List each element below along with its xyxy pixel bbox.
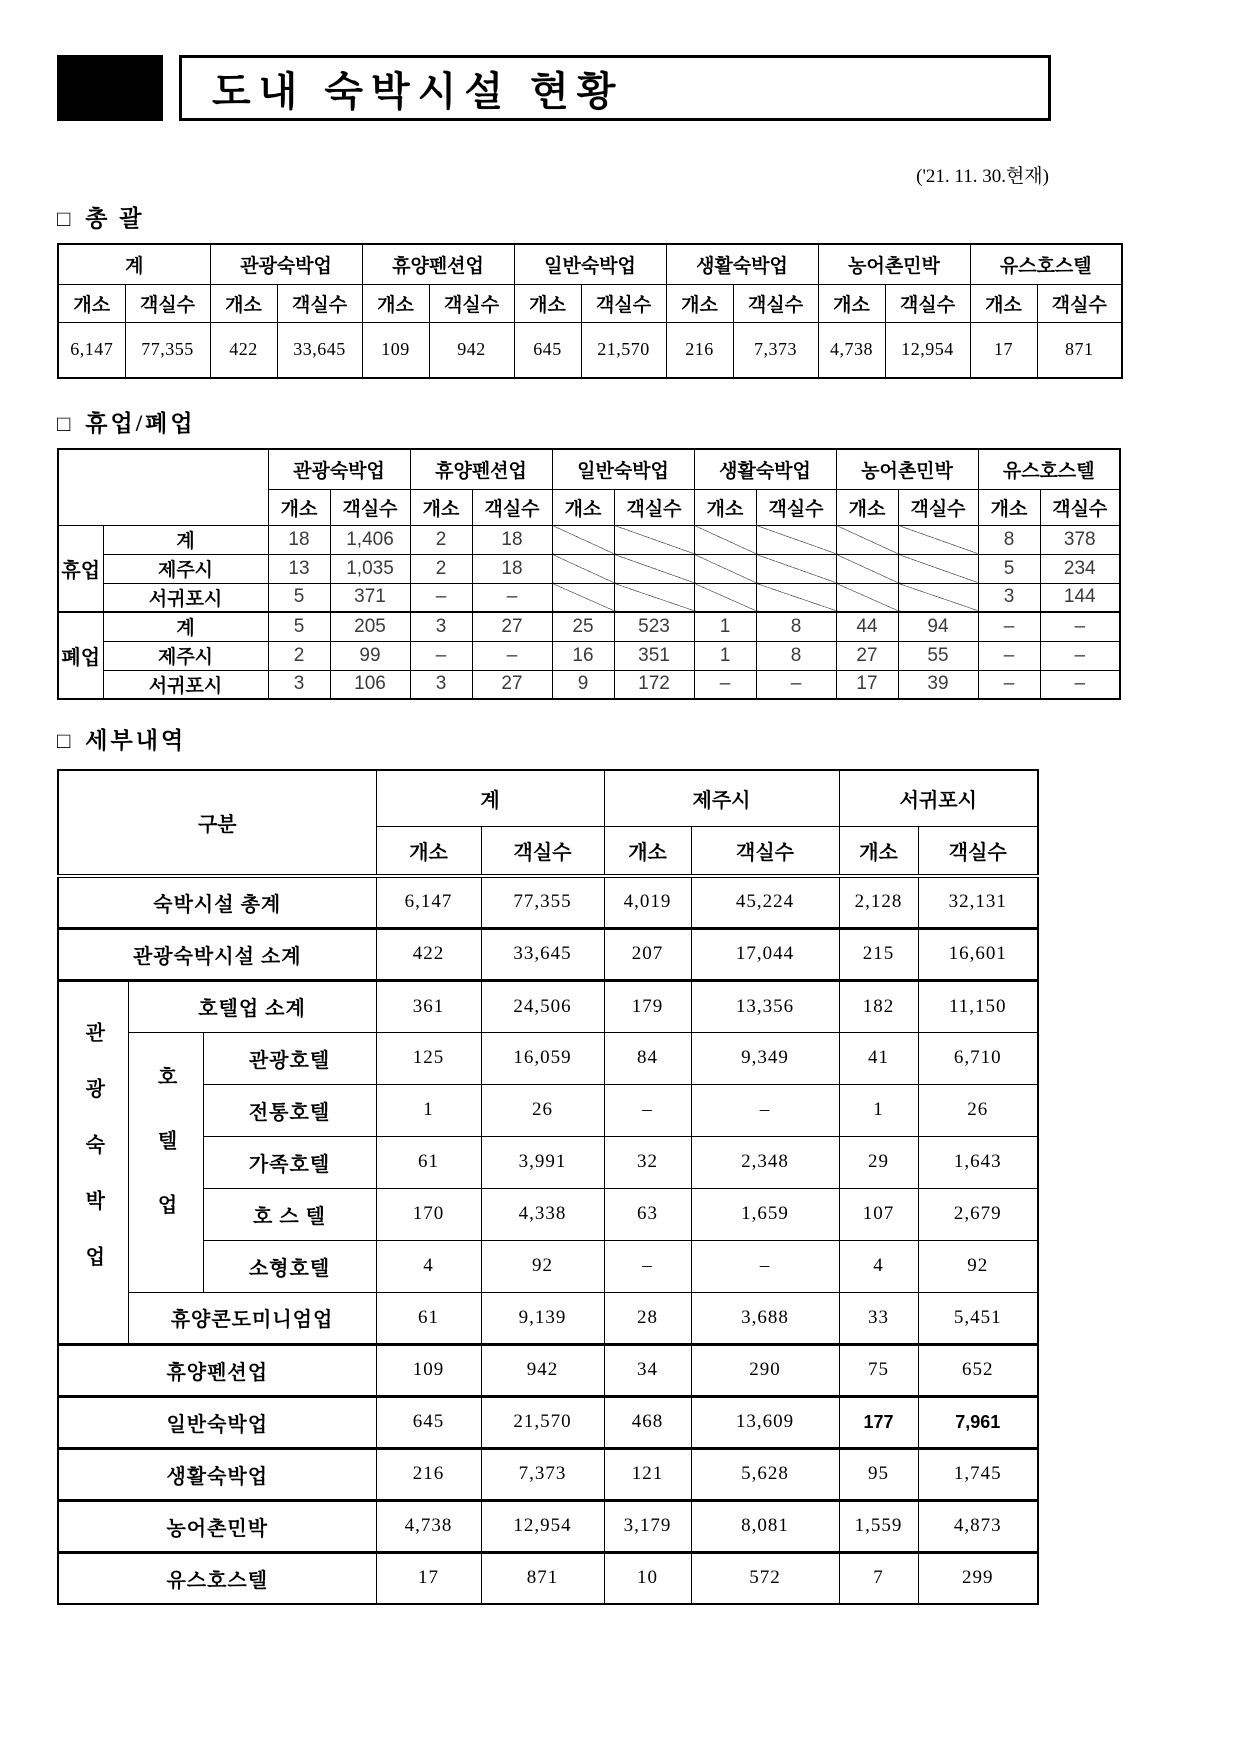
value-cell: 6,710: [918, 1032, 1038, 1084]
value-cell: 378: [1040, 525, 1120, 554]
slash-cell: [694, 583, 756, 612]
section-heading-suspend: [57, 405, 1240, 438]
group-header-cell: 농어촌민박: [818, 244, 970, 284]
value-cell: 10: [604, 1552, 691, 1604]
value-cell: 172: [614, 670, 694, 699]
value-cell: 12,954: [885, 322, 970, 378]
slash-cell: [694, 554, 756, 583]
value-cell: 290: [691, 1344, 839, 1396]
group-header-cell: 생활숙박업: [694, 449, 836, 489]
value-cell: 17: [970, 322, 1037, 378]
square-bullet-icon: □: [57, 206, 74, 231]
detail-row-youth-hostel: [58, 1552, 1038, 1604]
value-cell: 1,406: [330, 525, 410, 554]
value-cell: 41: [839, 1032, 918, 1084]
doc-title: 도내 숙박시설 현황: [212, 69, 624, 114]
value-cell: 8: [978, 525, 1040, 554]
subheader-cell: 객실수: [1040, 489, 1120, 525]
value-cell: 652: [918, 1344, 1038, 1396]
group-header-cell: 제주시: [604, 770, 839, 826]
value-cell: 109: [376, 1344, 481, 1396]
detail-row-traditional-hotel: [58, 1084, 1038, 1136]
value-cell: 26: [481, 1084, 604, 1136]
value-cell: 27: [836, 641, 898, 670]
value-cell: 2: [410, 525, 472, 554]
suspend-close-table: [57, 448, 1121, 700]
value-cell: –: [1040, 670, 1120, 699]
subheader-cell: 개소: [552, 489, 614, 525]
subheader-cell: 개소: [818, 284, 885, 322]
value-cell: 75: [839, 1344, 918, 1396]
close-row-total: [58, 612, 1120, 641]
value-cell: 5: [978, 554, 1040, 583]
value-cell: 4,338: [481, 1188, 604, 1240]
value-cell: 9,349: [691, 1032, 839, 1084]
subheader-cell: 개소: [362, 284, 429, 322]
detail-group-header-row: [58, 770, 1038, 826]
detail-row-hotel-subtotal: [58, 980, 1038, 1032]
value-cell: –: [604, 1240, 691, 1292]
value-cell: 942: [481, 1344, 604, 1396]
detail-row-tourism-subtotal: [58, 928, 1038, 980]
value-cell: 11,150: [918, 980, 1038, 1032]
value-cell: 177: [839, 1396, 918, 1448]
value-cell: 7,373: [481, 1448, 604, 1500]
slash-cell: [552, 583, 614, 612]
subheader-cell: 객실수: [481, 826, 604, 876]
value-cell: 17: [836, 670, 898, 699]
slash-cell: [756, 525, 836, 554]
slash-cell: [614, 583, 694, 612]
title-box: [179, 55, 1051, 121]
value-cell: 8,081: [691, 1500, 839, 1552]
value-cell: 422: [210, 322, 277, 378]
value-cell: 95: [839, 1448, 918, 1500]
value-cell: 13,609: [691, 1396, 839, 1448]
value-cell: 106: [330, 670, 410, 699]
value-cell: 33,645: [277, 322, 362, 378]
detail-row-farm-stay: [58, 1500, 1038, 1552]
section-title-suspend: 휴업/폐업: [85, 411, 196, 436]
subheader-cell: 개소: [376, 826, 481, 876]
value-cell: 34: [604, 1344, 691, 1396]
value-cell: –: [691, 1240, 839, 1292]
group-header-cell: 생활숙박업: [666, 244, 818, 284]
value-cell: 13: [268, 554, 330, 583]
value-cell: 1,559: [839, 1500, 918, 1552]
slash-cell: [898, 583, 978, 612]
section-title-overview: 총 괄: [85, 206, 145, 231]
region-label-cell: 서귀포시: [103, 670, 268, 699]
value-cell: 28: [604, 1292, 691, 1344]
value-cell: –: [691, 1084, 839, 1136]
subheader-cell: 객실수: [691, 826, 839, 876]
value-cell: 2,679: [918, 1188, 1038, 1240]
value-cell: –: [410, 583, 472, 612]
row-label-cell: 일반숙박업: [58, 1396, 376, 1448]
group-header-cell: 계: [58, 244, 210, 284]
value-cell: 7,373: [733, 322, 818, 378]
value-cell: 3,991: [481, 1136, 604, 1188]
detail-row-living-lodging: [58, 1448, 1038, 1500]
value-cell: 5,451: [918, 1292, 1038, 1344]
vertical-group-cell: [128, 1032, 203, 1292]
value-cell: 77,355: [481, 876, 604, 928]
row-label-cell: 관광호텔: [203, 1032, 376, 1084]
value-cell: 99: [330, 641, 410, 670]
row-label-cell: 농어촌민박: [58, 1500, 376, 1552]
value-cell: 39: [898, 670, 978, 699]
detail-row-pension: [58, 1344, 1038, 1396]
value-cell: 942: [429, 322, 514, 378]
slash-cell: [898, 525, 978, 554]
value-cell: –: [978, 612, 1040, 641]
row-label-cell: 휴양콘도미니엄업: [128, 1292, 376, 1344]
value-cell: 3: [268, 670, 330, 699]
section-heading-overview: [57, 200, 1240, 233]
value-cell: 107: [839, 1188, 918, 1240]
value-cell: 1,745: [918, 1448, 1038, 1500]
group-header-cell: 관광숙박업: [210, 244, 362, 284]
value-cell: 1: [694, 612, 756, 641]
value-cell: 29: [839, 1136, 918, 1188]
slash-cell: [756, 554, 836, 583]
subheader-cell: 객실수: [330, 489, 410, 525]
row-label-cell: 유스호스텔: [58, 1552, 376, 1604]
subheader-cell: 개소: [666, 284, 733, 322]
row-label-cell: 호텔업 소계: [128, 980, 376, 1032]
value-cell: 5: [268, 612, 330, 641]
subheader-cell: 객실수: [756, 489, 836, 525]
vertical-group-label: 호텔업: [154, 1066, 176, 1258]
value-cell: –: [472, 641, 552, 670]
close-row-seogwipo: [58, 670, 1120, 699]
row-label-cell: 휴양펜션업: [58, 1344, 376, 1396]
detail-row-small-hotel: [58, 1240, 1038, 1292]
value-cell: 871: [481, 1552, 604, 1604]
slash-cell: [836, 554, 898, 583]
value-cell: 121: [604, 1448, 691, 1500]
region-label-cell: 계: [103, 525, 268, 554]
value-cell: 422: [376, 928, 481, 980]
value-cell: 4: [839, 1240, 918, 1292]
group-header-cell: 유스호스텔: [978, 449, 1120, 489]
subheader-cell: 객실수: [429, 284, 514, 322]
gubun-header-cell: 구분: [58, 770, 376, 876]
value-cell: 205: [330, 612, 410, 641]
value-cell: 2,128: [839, 876, 918, 928]
value-cell: 871: [1037, 322, 1122, 378]
subheader-cell: 객실수: [277, 284, 362, 322]
row-label-cell: 관광숙박시설 소계: [58, 928, 376, 980]
value-cell: –: [756, 670, 836, 699]
value-cell: 1: [376, 1084, 481, 1136]
value-cell: 63: [604, 1188, 691, 1240]
value-cell: 8: [756, 641, 836, 670]
value-cell: 3,688: [691, 1292, 839, 1344]
suspend-row-jeju: [58, 554, 1120, 583]
value-cell: 16: [552, 641, 614, 670]
detail-row-hostel: [58, 1188, 1038, 1240]
value-cell: –: [978, 670, 1040, 699]
detail-row-general-lodging: [58, 1396, 1038, 1448]
value-cell: 33: [839, 1292, 918, 1344]
vertical-group-cell: [58, 980, 128, 1344]
value-cell: 215: [839, 928, 918, 980]
section-label-cell: 휴업: [58, 525, 103, 612]
subheader-cell: 개소: [978, 489, 1040, 525]
subheader-cell: 개소: [268, 489, 330, 525]
overview-data-row: [58, 322, 1122, 378]
value-cell: 645: [514, 322, 581, 378]
value-cell: 6,147: [58, 322, 125, 378]
value-cell: 645: [376, 1396, 481, 1448]
value-cell: 24,506: [481, 980, 604, 1032]
group-header-cell: 관광숙박업: [268, 449, 410, 489]
group-header-cell: 유스호스텔: [970, 244, 1122, 284]
suspend-row-total: [58, 525, 1120, 554]
value-cell: 1,659: [691, 1188, 839, 1240]
group-header-cell: 휴양펜션업: [362, 244, 514, 284]
overview-sub-header-row: [58, 284, 1122, 322]
value-cell: 5,628: [691, 1448, 839, 1500]
value-cell: 2,348: [691, 1136, 839, 1188]
date-note: ('21. 11. 30.현재): [916, 166, 1049, 187]
value-cell: 1: [839, 1084, 918, 1136]
subheader-cell: 객실수: [733, 284, 818, 322]
value-cell: 32: [604, 1136, 691, 1188]
value-cell: 144: [1040, 583, 1120, 612]
suspend-group-header-row: [58, 449, 1120, 489]
blank-corner-cell: [58, 449, 268, 525]
subheader-cell: 개소: [604, 826, 691, 876]
row-label-cell: 숙박시설 총계: [58, 876, 376, 928]
value-cell: 33,645: [481, 928, 604, 980]
subheader-cell: 객실수: [125, 284, 210, 322]
slash-cell: [694, 525, 756, 554]
slash-cell: [836, 525, 898, 554]
section-heading-detail: [57, 722, 1240, 755]
value-cell: 25: [552, 612, 614, 641]
value-cell: 182: [839, 980, 918, 1032]
value-cell: –: [472, 583, 552, 612]
square-bullet-icon: □: [57, 728, 74, 753]
value-cell: 468: [604, 1396, 691, 1448]
value-cell: –: [978, 641, 1040, 670]
value-cell: 9: [552, 670, 614, 699]
subheader-cell: 개소: [839, 826, 918, 876]
value-cell: 21,570: [481, 1396, 604, 1448]
slash-cell: [836, 583, 898, 612]
group-header-cell: 일반숙박업: [552, 449, 694, 489]
value-cell: 16,059: [481, 1032, 604, 1084]
value-cell: 92: [481, 1240, 604, 1292]
value-cell: 179: [604, 980, 691, 1032]
value-cell: 8: [756, 612, 836, 641]
title-black-block: [57, 55, 163, 121]
value-cell: 92: [918, 1240, 1038, 1292]
slash-cell: [552, 554, 614, 583]
subheader-cell: 개소: [210, 284, 277, 322]
region-label-cell: 제주시: [103, 554, 268, 583]
value-cell: 17: [376, 1552, 481, 1604]
value-cell: 61: [376, 1292, 481, 1344]
detail-row-tourist-hotel: [58, 1032, 1038, 1084]
subheader-cell: 객실수: [918, 826, 1038, 876]
value-cell: 55: [898, 641, 978, 670]
value-cell: 16,601: [918, 928, 1038, 980]
value-cell: 7,961: [918, 1396, 1038, 1448]
value-cell: 77,355: [125, 322, 210, 378]
value-cell: 523: [614, 612, 694, 641]
value-cell: 61: [376, 1136, 481, 1188]
value-cell: 572: [691, 1552, 839, 1604]
value-cell: 3: [410, 612, 472, 641]
subheader-cell: 개소: [410, 489, 472, 525]
value-cell: 18: [268, 525, 330, 554]
value-cell: 13,356: [691, 980, 839, 1032]
value-cell: 4: [376, 1240, 481, 1292]
value-cell: 2: [410, 554, 472, 583]
subheader-cell: 객실수: [581, 284, 666, 322]
region-label-cell: 서귀포시: [103, 583, 268, 612]
value-cell: 45,224: [691, 876, 839, 928]
value-cell: 351: [614, 641, 694, 670]
value-cell: 84: [604, 1032, 691, 1084]
value-cell: 371: [330, 583, 410, 612]
square-bullet-icon: □: [57, 411, 74, 436]
value-cell: 18: [472, 554, 552, 583]
value-cell: 21,570: [581, 322, 666, 378]
value-cell: 216: [376, 1448, 481, 1500]
group-header-cell: 휴양펜션업: [410, 449, 552, 489]
slash-cell: [614, 525, 694, 554]
value-cell: 32,131: [918, 876, 1038, 928]
slash-cell: [756, 583, 836, 612]
value-cell: 4,738: [818, 322, 885, 378]
group-header-cell: 서귀포시: [839, 770, 1038, 826]
title-bar: [57, 55, 1240, 121]
section-title-detail: 세부내역: [85, 728, 187, 753]
value-cell: –: [410, 641, 472, 670]
subheader-cell: 객실수: [614, 489, 694, 525]
value-cell: 109: [362, 322, 429, 378]
slash-cell: [552, 525, 614, 554]
subheader-cell: 개소: [836, 489, 898, 525]
subheader-cell: 객실수: [472, 489, 552, 525]
value-cell: 3: [978, 583, 1040, 612]
overview-group-header-row: [58, 244, 1122, 284]
value-cell: 207: [604, 928, 691, 980]
value-cell: 5: [268, 583, 330, 612]
detail-row-condo: [58, 1292, 1038, 1344]
overview-table: [57, 243, 1123, 379]
value-cell: 44: [836, 612, 898, 641]
value-cell: 27: [472, 670, 552, 699]
region-label-cell: 제주시: [103, 641, 268, 670]
value-cell: –: [1040, 612, 1120, 641]
value-cell: 170: [376, 1188, 481, 1240]
subheader-cell: 객실수: [898, 489, 978, 525]
detail-row-family-hotel: [58, 1136, 1038, 1188]
value-cell: 234: [1040, 554, 1120, 583]
subheader-cell: 객실수: [1037, 284, 1122, 322]
suspend-row-seogwipo: [58, 583, 1120, 612]
row-label-cell: 전통호텔: [203, 1084, 376, 1136]
group-header-cell: 계: [376, 770, 604, 826]
value-cell: 26: [918, 1084, 1038, 1136]
value-cell: 216: [666, 322, 733, 378]
value-cell: 361: [376, 980, 481, 1032]
value-cell: 18: [472, 525, 552, 554]
close-row-jeju: [58, 641, 1120, 670]
value-cell: 27: [472, 612, 552, 641]
group-header-cell: 농어촌민박: [836, 449, 978, 489]
value-cell: 1,643: [918, 1136, 1038, 1188]
slash-cell: [614, 554, 694, 583]
section-label-cell: 폐업: [58, 612, 103, 699]
region-label-cell: 계: [103, 612, 268, 641]
row-label-cell: 가족호텔: [203, 1136, 376, 1188]
slash-cell: [898, 554, 978, 583]
value-cell: 12,954: [481, 1500, 604, 1552]
value-cell: 3,179: [604, 1500, 691, 1552]
value-cell: 1,035: [330, 554, 410, 583]
value-cell: –: [604, 1084, 691, 1136]
group-header-cell: 일반숙박업: [514, 244, 666, 284]
value-cell: 9,139: [481, 1292, 604, 1344]
value-cell: 4,738: [376, 1500, 481, 1552]
detail-table: [57, 769, 1039, 1605]
value-cell: 4,873: [918, 1500, 1038, 1552]
row-label-cell: 생활숙박업: [58, 1448, 376, 1500]
value-cell: 2: [268, 641, 330, 670]
subheader-cell: 개소: [514, 284, 581, 322]
value-cell: –: [1040, 641, 1120, 670]
row-label-cell: 소형호텔: [203, 1240, 376, 1292]
subheader-cell: 개소: [694, 489, 756, 525]
value-cell: –: [694, 670, 756, 699]
value-cell: 17,044: [691, 928, 839, 980]
subheader-cell: 개소: [970, 284, 1037, 322]
vertical-group-label: 관광숙박업: [81, 1022, 104, 1302]
value-cell: 94: [898, 612, 978, 641]
value-cell: 299: [918, 1552, 1038, 1604]
value-cell: 1: [694, 641, 756, 670]
value-cell: 4,019: [604, 876, 691, 928]
subheader-cell: 개소: [58, 284, 125, 322]
value-cell: 7: [839, 1552, 918, 1604]
value-cell: 3: [410, 670, 472, 699]
subheader-cell: 객실수: [885, 284, 970, 322]
value-cell: 125: [376, 1032, 481, 1084]
row-label-cell: 호 스 텔: [203, 1188, 376, 1240]
value-cell: 6,147: [376, 876, 481, 928]
detail-row-total: [58, 876, 1038, 928]
